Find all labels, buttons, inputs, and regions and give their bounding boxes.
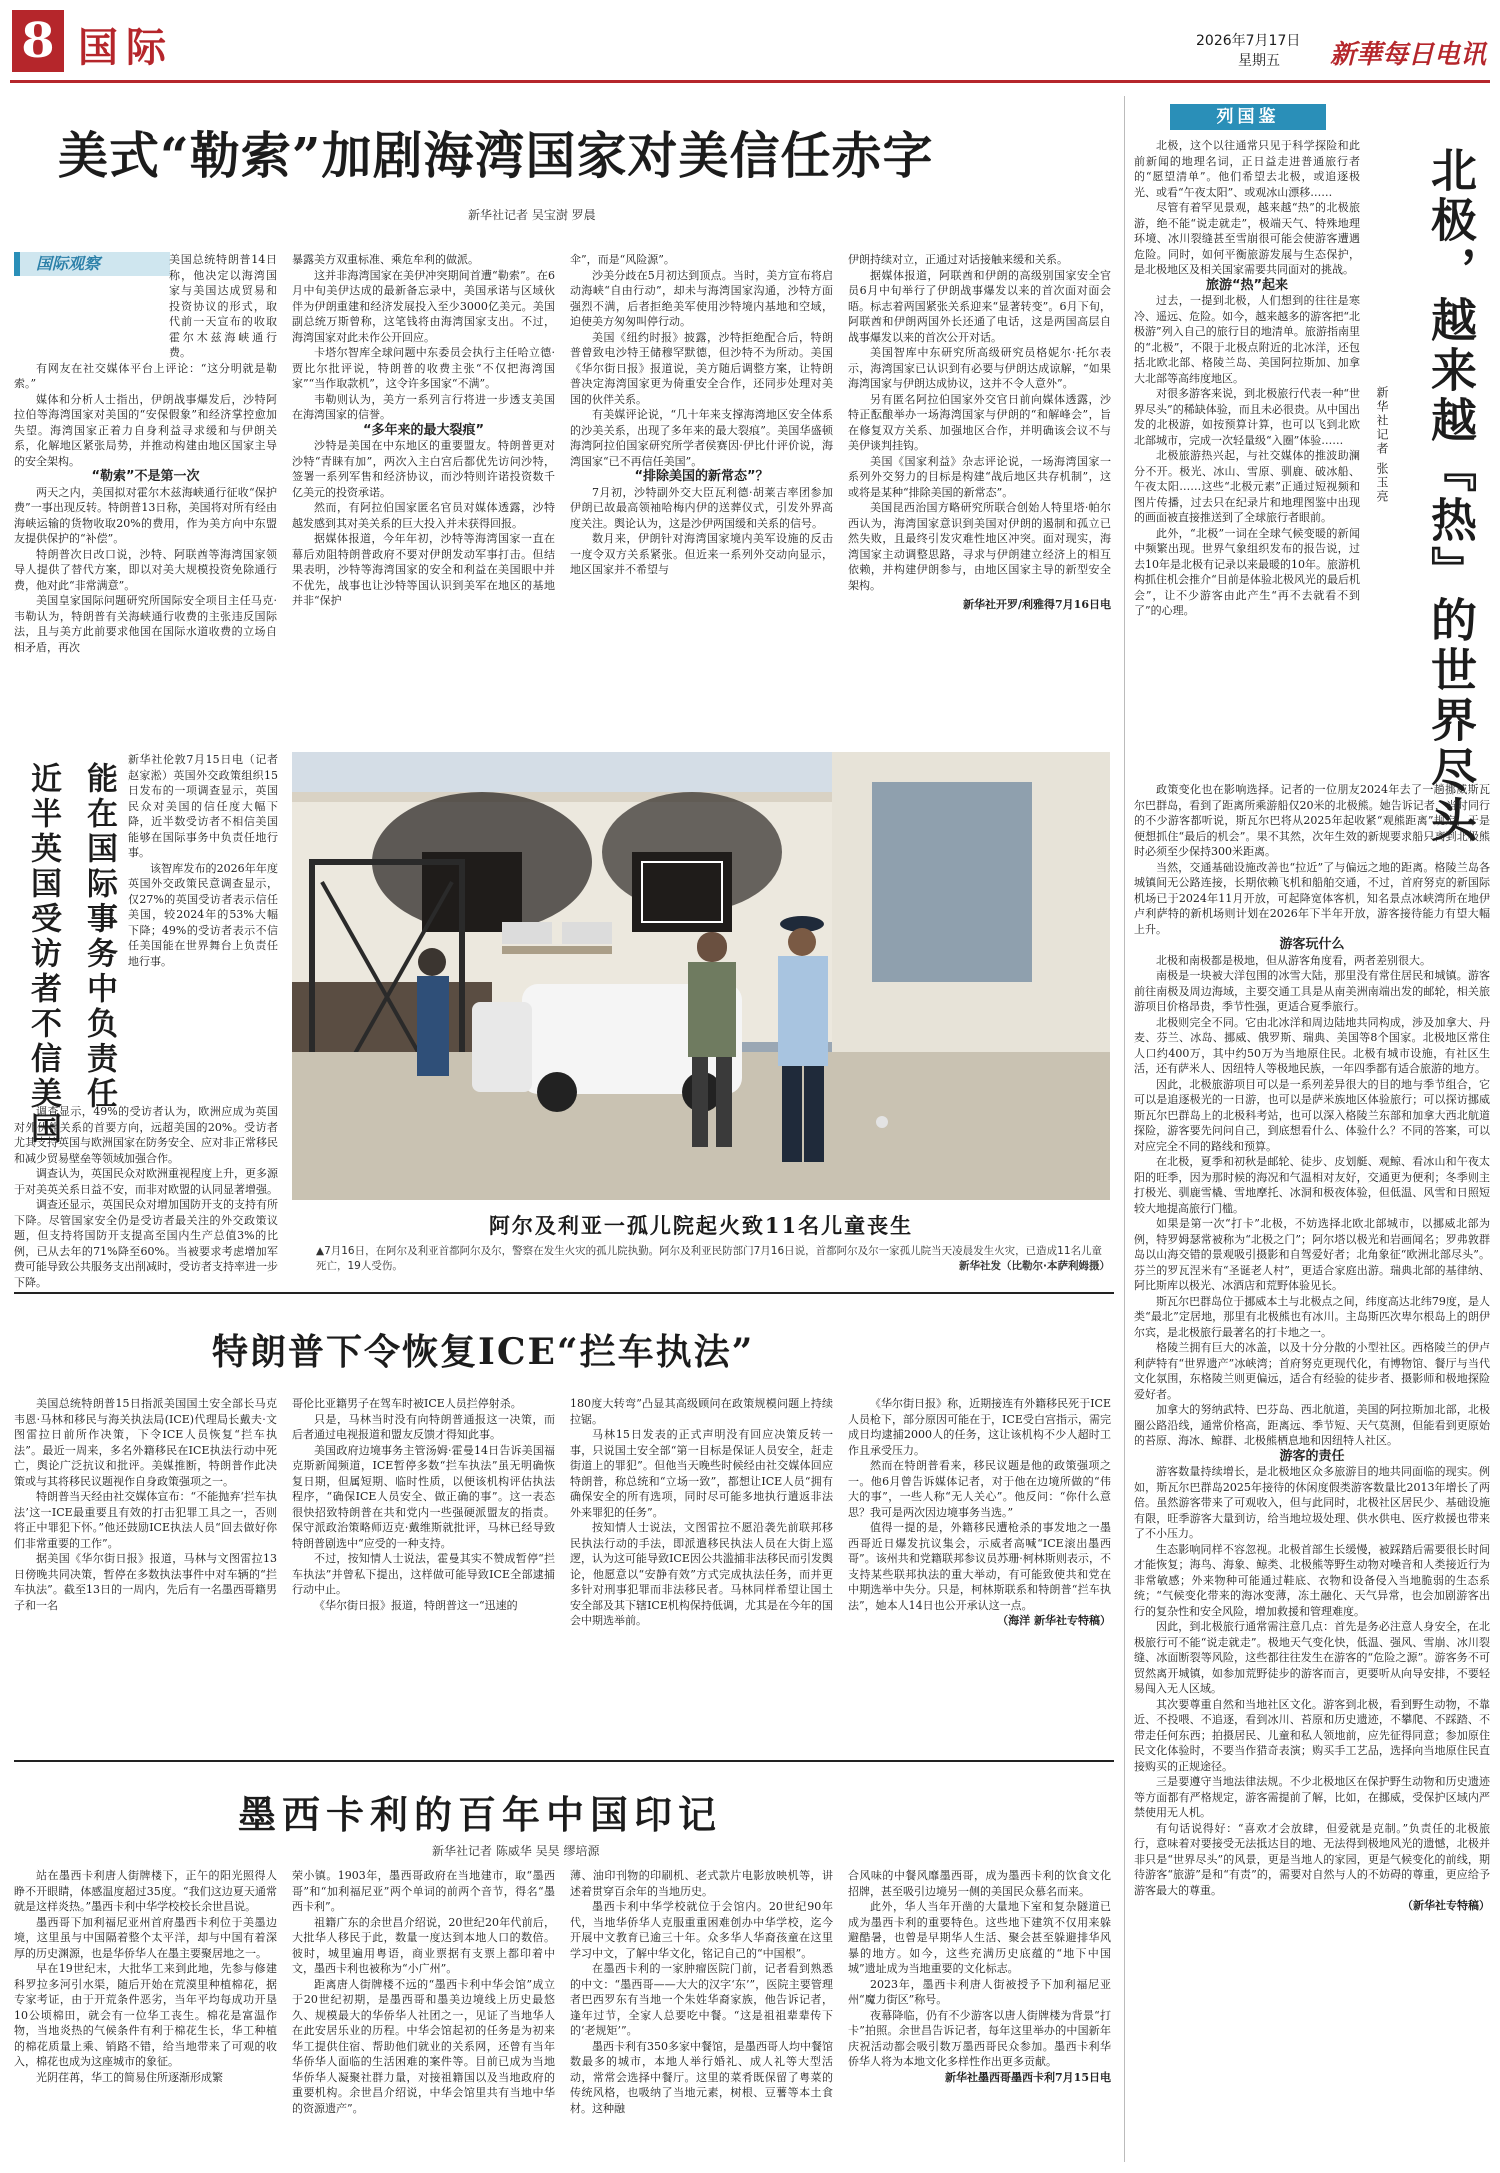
photo-title: 阿尔及利亚一孤儿院起火致11名儿童丧生 — [488, 1213, 914, 1238]
caption-text: ▲7月16日，在阿尔及利亚首都阿尔及尔，警察在发生火灾的孤儿院执勤。阿尔及利亚民防部门7月16日说，首都阿尔及尔一家孤儿院当天凌晨发生火灾，已造成11名儿童死亡，19人受伤。 — [316, 1245, 1103, 1272]
paragraph: 加拿大的努纳武特、巴芬岛、西北航道，美国的阿拉斯加北部，北极圈公路沿线，通常价格高，距离远、季节短、天气莫测，但能看到更原始的苔原、海冰、鲸群、北极熊栖息地和因纽特人社区。 — [1134, 1403, 1490, 1447]
paragraph: 过去，一提到北极，人们想到的往往是寒冷、遥远、危险。如今，越来越多的游客把“北极游”列入自己的旅行目的地清单。旅游指南里的“北极”，不限于北极点附近的北冰洋，还包括北欧北部、格陵兰岛、美国阿拉斯加、加拿大北部等高纬度地区。 — [1134, 294, 1360, 385]
paragraph: 该智库发布的2026年年度英国外交政策民意调查显示，仅27%的英国受访者表示信任美国，较2024年的53%大幅下降；49%的受访者表示不信任美国能在世界舞台上负责任地行事。 — [128, 861, 278, 968]
paragraph: 两天之内，美国拟对霍尔木兹海峡通行征收“保护费”一事出现反转。特朗普13日称，美国将对所有经由海峡运输的货物收取20%的费用，作为美方向中东盟友提供保护的“补偿”。 — [14, 485, 277, 545]
photo-caption — [316, 1244, 1110, 1274]
paragraph: 美国皇家国际问题研究所国际安全项目主任马克·韦勒认为，特朗普有关海峡通行收费的主张违反国际法，且与美方此前要求他国在国际水道收费的立场自相矛盾，再次 — [14, 594, 277, 654]
paragraph: 数月来，伊朗针对海湾国家境内美军设施的反击一度令双方关系紧张。但近来一系列外交动向显示，地区国家并不希望与 — [570, 532, 833, 576]
column-tag — [1170, 104, 1326, 130]
poll-col-narrow — [128, 752, 278, 1100]
paragraph: 此外，“北极”一词在全球气候变暖的新闻中频繁出现。世界气象组织发布的报告说，过去10年是北极有记录以来最暖的10年。旅游机构抓住机会推介“目前是体验北极风光的最后机会”，让不少游客由此产生“再不去就看不到了”的心理。 — [1134, 526, 1360, 617]
paragraph: 在北极，夏季和初秋是邮轮、徒步、皮划艇、观鲸、看冰山和午夜太阳的旺季，因为那时候的海况和气温相对友好，交通更为便利；冬季则主打极光、驯鹿雪橇、雪地摩托、冰洞和极夜体验，但低温、风雪和日照短较大地提高旅行门槛。 — [1134, 1155, 1490, 1215]
paragraph: 薄、油印刊物的印刷机、老式款片电影放映机等，讲述着贯穿百余年的当地历史。 — [570, 1869, 833, 1898]
dateline: 新华社墨西哥墨西卡利7月15日电 — [945, 2070, 1111, 2084]
paragraph: 不过，按知情人士说法，霍曼其实不赞成暂停“拦车执法”并曾私下提出，这样做可能导致ICE全部逮捕行动中止。 — [292, 1552, 555, 1596]
section-name: 国际 — [78, 24, 174, 71]
paragraph: 光阴荏苒，华工的简易住所逐渐形成繁 — [36, 2070, 223, 2084]
paragraph: 调查还显示，英国民众对增加国防开支的支持有所下降。尽管国家安全仍是受访者最关注的外交政策议题，但支持将国防开支提高至国内生产总值3%的比例，已从去年的71%降至60%。当被要求考虑增加军费可能导致公共服务支出削减时，受访者支持率进一步下降。 — [14, 1198, 278, 1289]
section-subhead: “勒索”不是第一次 — [91, 469, 200, 484]
paragraph: 然而在特朗普看来，移民议题是他的政策强项之一。他6月曾告诉媒体记者，对于他在边境所做的“伟大的事”，一些人称“无人关心”。他反问：“你什么意思？我可是两次因边境事务当选。” — [848, 1459, 1111, 1519]
paragraph: 对很多游客来说，到北极旅行代表一种“世界尽头”的稀缺体验，而且未必很贵。从中国出发的北极游，如按预算计算，也可以飞到北欧北部城市，完成一次轻量级“入圈”体验…… — [1134, 387, 1360, 447]
issue-date: 2026年7月17日 — [1196, 33, 1301, 49]
paragraph: 因此，到北极旅行通常需注意几点：首先是务必注意人身安全，在北极旅行可不能“说走就走”。极地天气变化快，低温、强风、雪崩、冰川裂缝、冰面断裂等风险，这些都往往发生在游客的“危险之源”。游客务不可贸然离开城镇，如参加荒野徒步的游客而言，更要听从向导安排，不要轻易闯入无人区域。 — [1134, 1620, 1490, 1695]
poll-lead: 新华社伦敦7月15日电（记者赵家淞）英国外交政策组织15日发布的一项调查显示，英国民众对美国的信任度大幅下降，近半数受访者不相信美国能够在国际事务中负责任地行事。 — [128, 753, 278, 859]
paragraph: 调查认为，英国民众对欧洲重视程度上升，更多源于对美英关系日益不安，而非对欧盟的认同显著增强。 — [14, 1167, 278, 1196]
section-subhead: 游客的责任 — [1279, 1448, 1345, 1464]
header-rule — [10, 80, 1490, 83]
paragraph: 美国总统特朗普15日指派美国国土安全部长马克韦恩·马林和移民与海关执法局(ICE)代理局长戴夫·文图雷拉日前所作决策，下令ICE人员恢复“拦车执法”。最近一周来，多名外籍移民在ICE执法行动中死亡，舆论广泛抗议和批评。美媒推断，特朗普作此决策或与其将移民议题视作自身政策强项之一。 — [14, 1397, 277, 1488]
paragraph: 距离唐人街牌楼不远的“墨西卡利中华会馆”成立于20世纪初期，是墨西哥和墨美边境线上历史最悠久、规模最大的华侨华人社团之一，见证了当地华人在此安居乐业的历程。中华会馆起初的任务是为初来华工提供住宿、帮助他们就业的关系网，还曾有当年华侨华人面临的生活困难的案件等。目前已成为当地华侨华人凝聚社群力量，对接祖籍国以及当地政府的重要机构。余世昌介绍说，中华会馆里共有当地中华的资源遗产”。 — [292, 1977, 555, 2115]
paragraph: 政策变化也在影响选择。记者的一位朋友2024年去了一趟挪威斯瓦尔巴群岛，看到了距离所乘游船仅20米的北极熊。她告诉记者，当时同行的不少游客都听说，斯瓦尔巴将从2025年起收紧“观熊距离”规定，于是便想抓住“最后的机会”。果不其然，次年生效的新规要求船只离到北极熊时必须至少保持300米距离。 — [1134, 783, 1490, 858]
dateline: 新华社开罗/利雅得7月16日电 — [963, 598, 1111, 611]
paragraph: 美国《纽约时报》披露，沙特拒绝配合后，特朗普曾致电沙特王储穆罕默德，但沙特不为所动。美国《华尔街日报》报道说，美方随后调整方案，让特朗普决定海湾国家更为倚重安全合作，还同步处理对美国的伙伴关系。 — [570, 330, 833, 406]
main-headline: 美式“勒索”加剧海湾国家对美信任赤字 — [58, 126, 934, 185]
paragraph: 按知情人士说法，文图雷拉不愿沿袭先前联邦移民执法行动的手法，即派遣移民执法人员在大街上巡逻，认为这可能导致ICE因公共滥捕非法移民而引发舆论，他愿意以“安静有效”方式完成执法任务，而并更多针对刑事犯罪而非法移民者。马林同样希望让国土安全部及其下辖ICE机构保持低调，尤其是在今年的国会中期选举前。 — [570, 1521, 833, 1627]
paragraph: 格陵兰拥有巨大的冰盖，以及十分分散的小型社区。西格陵兰的伊卢利萨特有“世界遗产”冰峡湾；首府努克更现代化，有博物馆、餐厅与当代文化氛围，东格陵兰则更偏远，适合有经验的徒步者、摄影师和极地探险爱好者。 — [1134, 1341, 1490, 1401]
mex-col-3 — [570, 1868, 833, 2168]
column-tag-label: 列国鉴 — [1216, 107, 1280, 127]
paragraph: 美国智库中东研究所高级研究员格妮尔·托尔表示，海湾国家已认识到有必要与伊朗达成谅解，“如果海湾国家与伊朗达成协议，这并不令人意外”。 — [848, 346, 1111, 390]
paragraph: 特朗普次日改口说，沙特、阿联酋等海湾国家领导人提供了替代方案，即以对美大规模投资免除通行费，他对此“非常满意”。 — [14, 547, 277, 592]
paragraph: 《华尔街日报》报道，特朗普这一“迅速的 — [314, 1598, 518, 1612]
paragraph: 南极是一块被大洋包围的冰雪大陆，那里没有常住居民和城镇。游客前往南极及周边海域，主要交通工具是从南美洲南端出发的邮轮，相关旅游项目价格昂贵，季节性强，更适合夏季旅行。 — [1134, 969, 1490, 1013]
paragraph: 墨西卡利中华学校就位于会馆内。20世纪90年代，当地华侨华人克服重重困难创办中华学校，迄今开展中文教育已逾三十年。众多华人华裔孩童在这里学习中文，了解中华文化，铭记自己的“中国根”。 — [570, 1900, 833, 1960]
section-subhead: 旅游“热”起来 — [1205, 277, 1289, 293]
paragraph: 三是要遵守当地法律法规。不少北极地区在保护野生动物和历史遗迹等方面都有严格规定，游客需提前了解，比如，在挪威，受保护区域内严禁使用无人机。 — [1134, 1775, 1490, 1819]
paragraph: 墨西卡利有350多家中餐馆，是墨西哥人均中餐馆数最多的城市，本地人举行婚礼、成人礼等大型活动，常常会选择中餐厅。这里的菜肴既保留了粤菜的传统风格，也吸纳了当地元素，树根、豆薯等本土食材。这种融 — [570, 2039, 833, 2115]
mexicali-byline: 新华社记者 陈威华 吴昊 缪培源 — [432, 1844, 600, 1858]
paragraph: 站在墨西卡利唐人街牌楼下，正午的阳光照得人睁不开眼睛，体感温度超过35度。“我们这边夏天通常就是这样炎热。”墨西卡利中华学校校长余世昌说。 — [14, 1869, 277, 1913]
paragraph: 这并非海湾国家在美伊冲突期间首遭“勒索”。在6月中旬美伊达成的最新备忘录中，美国承诺与区域伙伴为伊朗重建和经济发展投入至少3000亿美元。美国副总统万斯曾称，这笔钱将由海湾国家支出。不过，海湾国家对此未作公开回应。 — [292, 268, 555, 344]
main-col-3 — [570, 252, 833, 704]
credit: （海洋 新华社专特稿） — [997, 1614, 1111, 1627]
arctic-col-main — [1134, 782, 1490, 2162]
paragraph: 7月初，沙特副外交大臣瓦利德·胡莱吉率团参加伊朗已故最高领袖哈梅内伊的送葬仪式，引发外界高度关注。舆论认为，这是沙伊两国缓和关系的信号。 — [570, 485, 833, 530]
paragraph: 媒体和分析人士指出，伊朗战事爆发后，沙特阿拉伯等海湾国家对美国的“安保假象”和经济掌控愈加失望。海湾国家正着力自身利益寻求缓和与伊朗关系，化解地区紧张局势，并推动构建由地区国家主导的安全架构。 — [14, 392, 277, 468]
credit: （新华社专特稿） — [1402, 1899, 1490, 1912]
paragraph: 夜幕降临，仍有不少游客以唐人街牌楼为背景“打卡”拍照。余世昌告诉记者，每年这里举办的中国新年庆祝活动都会吸引数万墨西哥民众参加。墨西卡利华侨华人将为本地文化多样性作出更多贡献。 — [848, 2008, 1111, 2068]
paragraph: 因此，北极旅游项目可以是一系列差异很大的目的地与季节组合，它可以是追逐极光的一日游，也可以是萨米族地区体验旅行；可以探访挪威斯瓦尔巴群岛上的北极科考站，也可以深入格陵兰东部和加拿大西北航道探险，游客要先问问自己，到底想看什么、体验什么？不同的答案，可以对应完全不同的路线和预算。 — [1134, 1077, 1490, 1153]
paragraph: 北极，这个以往通常只见于科学探险和此前新闻的地理名词，正日益走进普通旅行者的“愿望清单”。他们希望去北极，或追逐极光、或看“午夜太阳”、或观冰山漂移…… — [1134, 139, 1360, 199]
paragraph: 2023年，墨西卡利唐人街被授予下加利福尼亚州“魔力街区”称号。 — [848, 1977, 1111, 2006]
section-divider — [14, 1760, 1114, 1762]
ice-col-3 — [570, 1396, 833, 1756]
paragraph: 180度大转弯”凸显其高级顾问在政策规模问题上持续拉锯。 — [570, 1397, 833, 1426]
ice-headline: 特朗普下令恢复ICE“拦车执法” — [212, 1331, 755, 1373]
paragraph: 卡塔尔智库全球问题中东委员会执行主任哈立德·贾比尔批评说，特朗普的收费主张“不仅把海湾国家”“当作取款机”，这令许多国家“不满”。 — [292, 346, 555, 390]
paragraph: 美国政府边境事务主管汤姆·霍曼14日告诉美国福克斯新闻频道，ICE暂停多数“拦车执法”虽无明确恢复日期，但属短期、临时性质，以便该机构评估执法程序，“确保ICE人员安全、做正确的事”。这一表态很快招致特朗普在共和党内一些强硬派盟友的指责。保守派政治策略师迈克·戴维斯就批评，马林已经导致特朗普剧选中“应受的一种支持。 — [292, 1443, 555, 1550]
column-separator — [1124, 96, 1125, 2162]
arctic-headline: 北极，越来越『热』的世界尽头 — [1424, 146, 1478, 846]
paragraph: 此外，华人当年开凿的大量地下室和复杂隧道已成为墨西卡利的重要特色。这些地下建筑不仅用来躲避酷暑，也曾是早期华人生活、聚会甚至躲避排华风暴的地方。如今，这些充满历史底蕴的“地下中国城”遗址成为当地重要的文化标志。 — [848, 1900, 1111, 1975]
paragraph: 调查显示，49%的受访者认为，欧洲应成为英国对外伙伴关系的首要方向，远超美国的20%。受访者尤其支持英国与欧洲国家在防务安全、应对非正常移民和减少贸易壁垒等领域加强合作。 — [14, 1105, 278, 1165]
paragraph: 斯瓦尔巴群岛位于挪威本土与北极点之间，纬度高达北纬79度，是人类“最北”定居地，那里有北极熊也有冰川。主岛斯匹次卑尔根岛上的朗伊尔宾，是北极旅行最著名的打卡地之一。 — [1134, 1294, 1490, 1339]
paragraph: 如果是第一次“打卡”北极，不妨选择北欧北部城市，以挪威北部为例，特罗姆瑟常被称为“北极之门”；阿尔塔以极光和岩画闻名；罗弗敦群岛以山海交错的景观吸引摄影和自驾爱好者；北角象征“欧洲北部尽头”。芬兰的罗瓦涅米有“圣诞老人村”，更适合家庭出游。瑞典北部的基律纳、阿比斯库以极光、冰酒店和荒野体验见长。 — [1134, 1217, 1490, 1292]
paragraph: 祖籍广东的余世昌介绍说，20世纪20年代前后，大批华人移民于此，数量一度达到本地人口的数倍。彼时，城里遍用粤语，商业票据有支票上都印着中文，墨西卡利也被称为“小广州”。 — [292, 1915, 555, 1975]
issue-weekday: 星期五 — [1238, 53, 1280, 69]
paragraph: 在墨西卡利的一家肿瘤医院门前，记者看到熟悉的中文：“墨西哥——大大的汉字‘东’”，医院主要管理者巴西罗东有当地一个朱姓华裔家族，他告诉记者，逢年过节，全家人总要吃中餐。“这是祖祖辈辈传下的‘老规矩’”。 — [570, 1962, 833, 2037]
paragraph: 据美国《华尔街日报》报道，马林与文图雷拉13日傍晚共同决策，暂停在多数执法事件中对车辆的“拦车执法”。截至13日的一周内，先后有一名墨西哥籍男子和一名 — [14, 1552, 277, 1612]
paragraph: 北极和南极都是极地，但从游客角度看，两者差别很大。 — [1156, 953, 1431, 967]
paragraph: 《华尔街日报》称，近期接连有外籍移民死于ICE人员枪下，部分原因可能在于，ICE受白宫指示，需完成日均逮捕2000人的任务，这让该机构不少人超时工作且承受压力。 — [848, 1397, 1111, 1457]
mex-col-2 — [292, 1868, 555, 2168]
main-byline: 新华社记者 吴宝澍 罗晨 — [468, 208, 596, 222]
masthead-logo: 新華每日电讯 — [1330, 40, 1487, 70]
paragraph: 哥伦比亚籍男子在驾车时被ICE人员拦停射杀。 — [292, 1397, 522, 1410]
paragraph: 伊朗持续对立，正通过对话接触来缓和关系。 — [848, 253, 1068, 266]
photo-credit: 新华社发（比勒尔·本萨利姆摄） — [959, 1260, 1110, 1272]
paragraph: 合风味的中餐风靡墨西哥，成为墨西卡利的饮食文化招牌，甚至吸引边境另一侧的美国民众慕名而来。 — [848, 1869, 1111, 1898]
main-col-1 — [14, 252, 277, 704]
paragraph: 荣小镇。1903年，墨西哥政府在当地建市，取“墨西哥”和“加利福尼亚”两个单词的前两个音节，得名“墨西卡利”。 — [292, 1869, 555, 1913]
paragraph: 沙美分歧在5月初达到顶点。当时，美方宣布将启动海峡“自由行动”，却未与海湾国家沟通，沙特方面强烈不满，后者拒绝美军使用沙特境内基地和空域，迫使美方匆匆叫停行动。 — [570, 268, 833, 328]
paragraph: 马林15日发表的正式声明没有回应决策反转一事，只说国土安全部“第一目标是保证人员安全，赶走街道上的罪犯”。但他当天晚些时候经由社交媒体回应特朗普，称总统和“立场一致”，都想让ICE人员“拥有确保安全的所有选项，同时尽可能多地执行遣返非法外来罪犯的任务”。 — [570, 1428, 833, 1519]
feature-tag-label: 国际观察 — [36, 254, 101, 273]
paragraph: 据媒体报道，今年年初，沙特等海湾国家一直在幕后劝阻特朗普政府不要对伊朗发动军事打击。但结果表明，沙特等海湾国家的安全和利益在美国眼中并不优先，战事也让沙特等国认识到美军在地区的基地并非“保护 — [292, 532, 555, 607]
paragraph: 韦勒则认为，美方一系列言行将进一步透支美国在海湾国家的信誉。 — [292, 392, 555, 421]
paragraph: 北极则完全不同。它由北冰洋和周边陆地共同构成，涉及加拿大、丹麦、芬兰、冰岛、挪威、俄罗斯、瑞典、美国等8个国家。北极地区常住人口约400万，其中约50万为当地原住民。北极有城市设施，有社区生活，还有萨米人、因纽特人等极地民族，一年四季都有适合旅游的地方。 — [1134, 1015, 1490, 1075]
section-subhead: “多年来的最大裂痕” — [362, 422, 485, 438]
paragraph: 然而，有阿拉伯国家匿名官员对媒体透露，沙特越发感到其对美关系的巨大投入并未获得回报。 — [292, 501, 555, 530]
mex-col-1 — [14, 1868, 277, 2168]
poll-headline-line2: 能在国际事务中负责任 — [81, 762, 117, 1112]
poll-headline-line1: 近半英国受访者不信美国 — [25, 762, 61, 1147]
paragraph: 游客数量持续增长，是北极地区众多旅游目的地共同面临的现实。例如，斯瓦尔巴群岛2025年接待的休闲度假类游客数量比2013年增长了两倍。虽然游客带来了可观收入，但与此同时，北极社区居民少、基础设施有限，旺季游客大量到访，给当地垃圾处理、供水供电、医疗救援也带来了不小压力。 — [1134, 1465, 1490, 1540]
arctic-col-top — [1134, 138, 1360, 780]
paragraph: 当然，交通基础设施改善也“拉近”了与偏远之地的距离。格陵兰岛各城镇间无公路连接，长期依赖飞机和船舶交通，不过，首府努克的新国际机场已于2024年11月开放，可起降宽体客机，知名景点冰峡湾所在地伊卢利萨特的新机场则计划在2026年下半年开放，游客接待能力有望大幅上升。 — [1134, 860, 1490, 936]
paragraph: 值得一提的是，外籍移民遭枪杀的事发地之一墨西哥近日爆发抗议集会，示威者高喊“ICE滚出墨西哥”。该州共和党籍联邦参议员苏珊·柯林斯则表示，不支持某些联邦执法的重大举动，有可能致使共和党在中期选举中失分。只是，柯林斯联系和特朗普“拦车执法”，她本人14日也公开承认这一点。 — [848, 1521, 1111, 1612]
paragraph: 暴露美方双重标准、乘危牟利的做派。 — [292, 253, 479, 266]
mex-col-4 — [848, 1868, 1111, 2168]
arctic-byline: 新华社记者 张玉亮 — [1375, 386, 1389, 504]
paragraph: 美国总统特朗普14日称，他决定以海湾国家与美国达成贸易和投资协议的形式，取代前一天宣布的收取霍尔木兹海峡通行费。 — [169, 253, 277, 359]
ice-col-1 — [14, 1396, 277, 1756]
ice-col-2 — [292, 1396, 555, 1756]
main-col-2 — [292, 252, 555, 704]
section-subhead: 游客玩什么 — [1279, 937, 1345, 952]
paragraph: 只是，马林当时没有向特朗普通报这一决策，而后者通过电视报道和盟友反馈才得知此事。 — [292, 1412, 555, 1441]
paragraph: 生态影响同样不容忽视。北极首部生长缓慢，被踩踏后需要很长时间才能恢复；海鸟、海象、鲸类、北极熊等野生动物对噪音和人类接近行为非常敏感；外来物种可能通过鞋底、衣物和设备侵入当地脆弱的生态系统；“气候变化带来的海冰变薄，冻土融化、天气异常，也会加剧游客出行的复杂性和安全风险，增加救援和管理难度。 — [1134, 1542, 1490, 1618]
paragraph: 另有匿名阿拉伯国家外交官日前向媒体透露，沙特正酝酿举办一场海湾国家与伊朗的“和解峰会”，旨在修复双方关系、加强地区合作，并明确该会议不与美伊谈判挂钩。 — [848, 392, 1111, 452]
orphanage-fire-photo — [292, 752, 1110, 1200]
section-divider — [14, 1292, 1114, 1294]
paragraph: 早在19世纪末，大批华工来到此地，先参与修建科罗拉多河引水渠，随后开始在荒漠里种植棉花，据专家考证，由于开荒条件恶劣，当年平均每成功开垦10公顷棉田，就会有一位华工丧生。棉花是富温作物，当地炎热的气候条件有利于棉花生长，华工种植的棉花质量上乘、销路不错，给当地带来了可观的收入，棉花也成为这座城市的象征。 — [14, 1962, 277, 2068]
paragraph: 尽管有着罕见景观，越来越“热”的北极旅游，绝不能“说走就走”，极端天气、特殊地理环境、冰川裂缝甚至雪崩很可能会使游客遭遇危险。同时，如何平衡旅游发展与生态保护，是北极地区及相关国家需要共同面对的挑战。 — [1134, 201, 1360, 276]
paragraph: 据媒体报道，阿联酋和伊朗的高级别国家安全官员6月中旬举行了伊朗战事爆发以来的首次面对面会晤。标志着两国紧张关系迎来“显著转变”。6月下旬，阿联酋和伊朗两国外长还通了电话，这是两国高层自战事爆发以来的首次公开对话。 — [848, 268, 1111, 344]
paragraph: 特朗普当天经由社交媒体宣布：“不能抛弃‘拦车执法’这一ICE最重要且有效的打击犯罪工具之一，否则将正中罪犯下怀。”他还鼓励ICE执法人员“回去做好你们非常重要的工作”。 — [14, 1490, 277, 1550]
paragraph: 有网友在社交媒体平台上评论：“这分明就是勒索。” — [14, 361, 277, 390]
paragraph: 北极旅游热兴起，与社交媒体的推波助澜分不开。极光、冰山、雪原、驯鹿、破冰船、午夜太阳……这些“北极元素”正通过短视频和图片传播，过去只在纪录片和地理图鉴中出现的画面被直接推送到了全球旅行者眼前。 — [1134, 449, 1360, 524]
mexicali-headline: 墨西卡利的百年中国印记 — [238, 1792, 723, 1837]
paragraph: 其次要尊重自然和当地社区文化。游客到北极，看到野生动物，不靠近、不投喂、不追逐，看到冰川、苔原和历史遗迹，不攀爬、不踩踏、不带走任何东西；拍摄居民、儿童和私人领地前，应先征得同意；参加原住民文化体验时，不要当作猎奇表演；购买手工艺品，选择向当地原住民直接购买的正规途径。 — [1134, 1697, 1490, 1773]
poll-col-wide — [14, 1104, 278, 1328]
paragraph: 有美媒评论说，“几十年来支撑海湾地区安全体系的沙美关系，出现了多年来的最大裂痕”。美国华盛顿海湾阿拉伯国家研究所学者侯赛因·伊比什评价说，海湾国家“已不再信任美国”。 — [570, 408, 833, 468]
page-number: 8 — [21, 13, 55, 69]
paragraph: 美国昆西治国方略研究所联合创始人特里塔·帕尔西认为，海湾国家意识到美国对伊朗的遏制和孤立已然失败，且最终引发灾难性地区冲突。面对现实，海湾国家主动调整思路，寻求与伊朗建立经济上的相互依赖，并构建伊朗参与，由地区国家主导的新型安全架构。 — [848, 501, 1111, 592]
paragraph: 美国《国家利益》杂志评论说，一场海湾国家一系列外交努力的目标是构建“战后地区共存机制”，这或将是某种“排除美国的新常态”。 — [848, 454, 1111, 499]
main-col-4 — [848, 252, 1111, 704]
section-subhead: “排除美国的新常态”？ — [634, 469, 769, 484]
paragraph: 墨西哥下加利福尼亚州首府墨西卡利位于美墨边境，这里虽与中国隔着整个太平洋，却与中国有着深厚的历史渊源，也是华侨华人在墨主要聚居地之一。 — [14, 1915, 277, 1960]
paragraph: 有句话说得好：“喜欢才会放肆，但爱就是克制。”负责任的北极旅行，意味着对要接受无法抵达目的地、无法得到极地风光的遗憾，北极并非只是“世界尽头”的风景，更是当地人的家园，更是气候变化的前线，期待游客“旅游”是和“有责”的，需要对自然与人的不妨碍的尊重，更应给予游客最大的尊重。 — [1134, 1821, 1490, 1897]
paragraph: 伞”，而是“风险源”。 — [570, 253, 675, 266]
paragraph: 沙特是美国在中东地区的重要盟友。特朗普更对沙特“青睐有加”，两次入主白宫后都优先访问沙特，签署一系列军售和经济协议，而沙特则许诺投资数千亿美元的投资承诺。 — [292, 439, 555, 499]
ice-col-4 — [848, 1396, 1111, 1756]
